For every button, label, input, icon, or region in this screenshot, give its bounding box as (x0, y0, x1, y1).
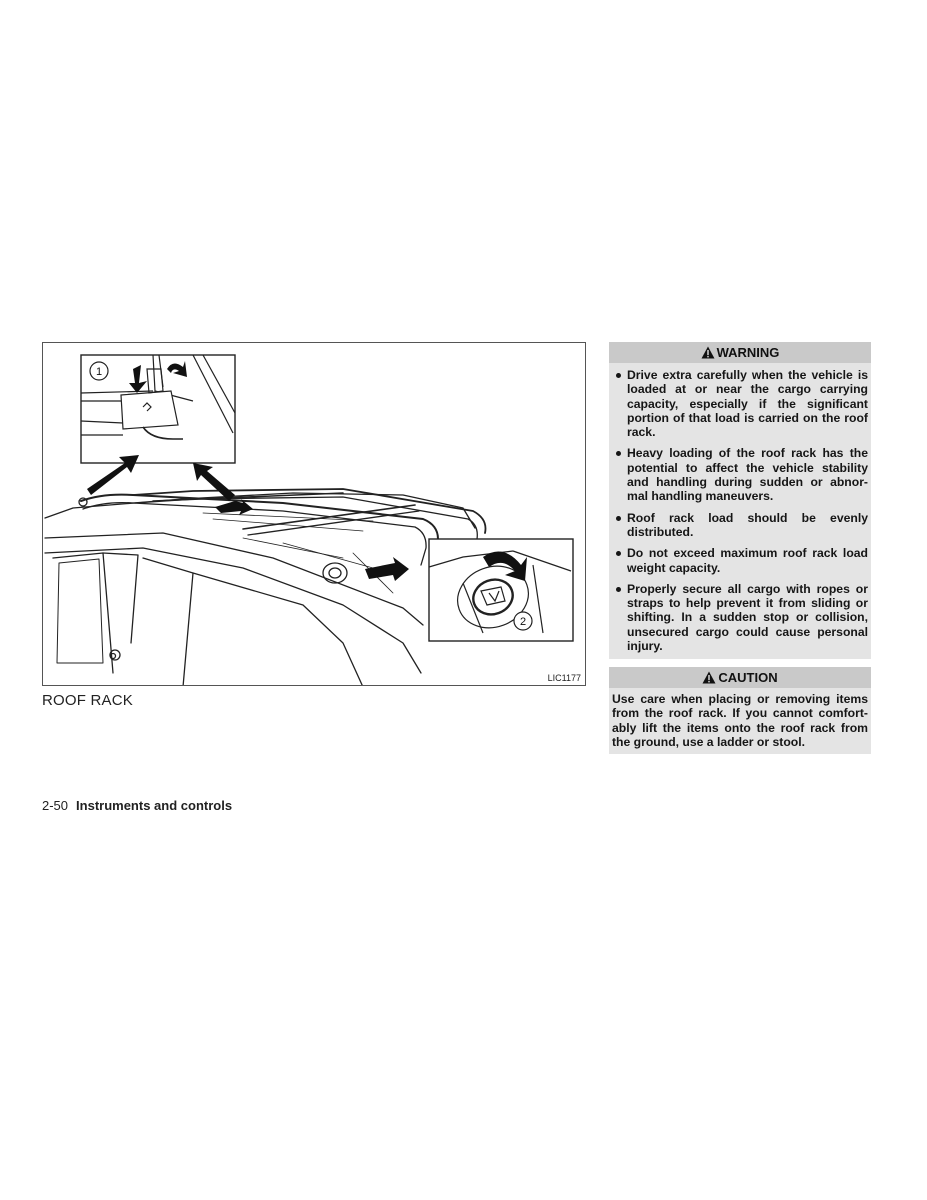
callout-1 (90, 362, 108, 380)
warning-item: Roof rack load should be evenly distributed. (613, 511, 868, 540)
page-number: 2-50 (42, 798, 69, 813)
roof-rack-drawing (43, 343, 586, 686)
warning-item: Heavy loading of the roof rack has the potential to affect the vehicle stability and handling during sudden or abnor- mal handling maneuvers. (613, 446, 868, 503)
detail-inset-2 (429, 539, 573, 641)
warning-item: Do not exceed maximum roof rack load weight capacity. (613, 546, 868, 575)
caution-heading-text: CAUTION (718, 670, 778, 685)
warning-heading-text: WARNING (716, 345, 780, 360)
warning-triangle-icon (702, 671, 716, 684)
warning-item: Properly secure all cargo with ropes or straps to help prevent it from sliding or shifting. In a sudden stop or collision, unsecured cargo could cause personal injury. (613, 582, 868, 653)
warning-triangle-icon (701, 346, 715, 359)
callout-2-label: 2 (519, 616, 527, 628)
footer-section-title: Instruments and controls (76, 798, 233, 813)
roof-rack-illustration (42, 342, 586, 686)
figure-code: LIC1177 (547, 673, 581, 683)
warning-list (609, 363, 871, 659)
callout-2 (514, 612, 532, 630)
warning-heading (609, 342, 871, 363)
warning-panel (609, 342, 871, 659)
callout-1-label: 1 (95, 366, 103, 378)
page-footer (42, 798, 232, 813)
caution-text: Use care when placing or removing items from the roof rack. If you cannot comfort- ably lift the items onto the roof rack from the ground, use a ladder or stool. (612, 692, 868, 749)
caution-panel (609, 667, 871, 754)
section-title: ROOF RACK (42, 692, 133, 709)
caution-heading (609, 667, 871, 688)
warning-item: Drive extra carefully when the vehicle is loaded at or near the cargo carrying capacity, especially if the significant portion of that load is carried on the roof rack. (613, 368, 868, 439)
